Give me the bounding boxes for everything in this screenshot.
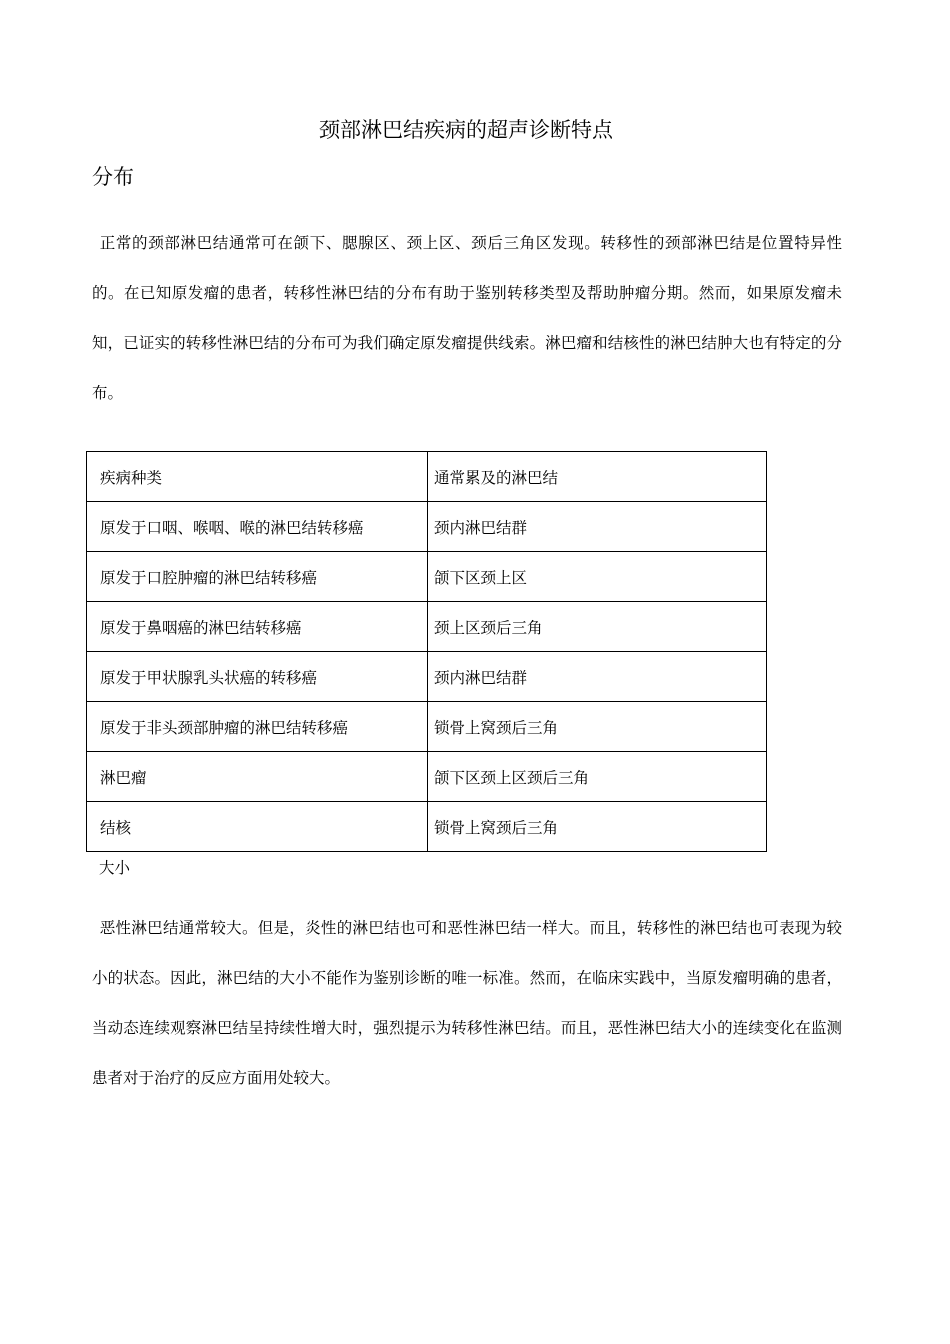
table-cell-disease: 淋巴瘤 xyxy=(87,752,428,802)
table-cell-lymph-nodes: 颈内淋巴结群 xyxy=(428,652,767,702)
table-cell-lymph-nodes: 颌下区颈上区 xyxy=(428,552,767,602)
table-row xyxy=(87,802,767,852)
paragraph-distribution: 正常的颈部淋巴结通常可在颌下、腮腺区、颈上区、颈后三角区发现。转移性的颈部淋巴结是位置特异性的。在已知原发瘤的患者，转移性淋巴结的分布有助于鉴别转移类型及帮助肿瘤分期。然而，如果原发瘤未知，已证实的转移性淋巴结的分布可为我们确定原发瘤提供线索。淋巴瘤和结核性的淋巴结肿大也有特定的分布。 xyxy=(92,234,842,402)
table-cell-lymph-nodes: 颈内淋巴结群 xyxy=(428,502,767,552)
table-cell-disease: 原发于甲状腺乳头状癌的转移癌 xyxy=(87,652,428,702)
table-cell-disease: 结核 xyxy=(87,802,428,852)
paragraph-size: 恶性淋巴结通常较大。但是，炎性的淋巴结也可和恶性淋巴结一样大。而且，转移性的淋巴结也可表现为较小的状态。因此，淋巴结的大小不能作为鉴别诊断的唯一标准。然而，在临床实践中，当原发瘤明确的患者，当动态连续观察淋巴结呈持续性增大时，强烈提示为转移性淋巴结。而且，恶性淋巴结大小的连续变化在监测患者对于治疗的反应方面用处较大。 xyxy=(92,919,842,1087)
table-row xyxy=(87,502,767,552)
table-row xyxy=(87,652,767,702)
table-header-row xyxy=(87,452,767,502)
table-cell-disease: 原发于鼻咽癌的淋巴结转移癌 xyxy=(87,602,428,652)
distribution-table xyxy=(86,451,767,852)
table-cell-disease: 原发于口咽、喉咽、喉的淋巴结转移癌 xyxy=(87,502,428,552)
table-header-cell: 疾病种类 xyxy=(87,452,428,502)
table-cell-lymph-nodes: 锁骨上窝颈后三角 xyxy=(428,802,767,852)
table-cell-lymph-nodes: 颈上区颈后三角 xyxy=(428,602,767,652)
section-heading-distribution: 分布 xyxy=(92,165,134,189)
table-row xyxy=(87,752,767,802)
table-cell-disease: 原发于口腔肿瘤的淋巴结转移癌 xyxy=(87,552,428,602)
table-row xyxy=(87,602,767,652)
table-cell-lymph-nodes: 颌下区颈上区颈后三角 xyxy=(428,752,767,802)
table-row xyxy=(87,552,767,602)
table-header-cell: 通常累及的淋巴结 xyxy=(428,452,767,502)
table-cell-disease: 原发于非头颈部肿瘤的淋巴结转移癌 xyxy=(87,702,428,752)
table-cell-lymph-nodes: 锁骨上窝颈后三角 xyxy=(428,702,767,752)
document-title: 颈部淋巴结疾病的超声诊断特点 xyxy=(319,118,613,142)
table-row xyxy=(87,702,767,752)
section-heading-size: 大小 xyxy=(99,859,131,877)
